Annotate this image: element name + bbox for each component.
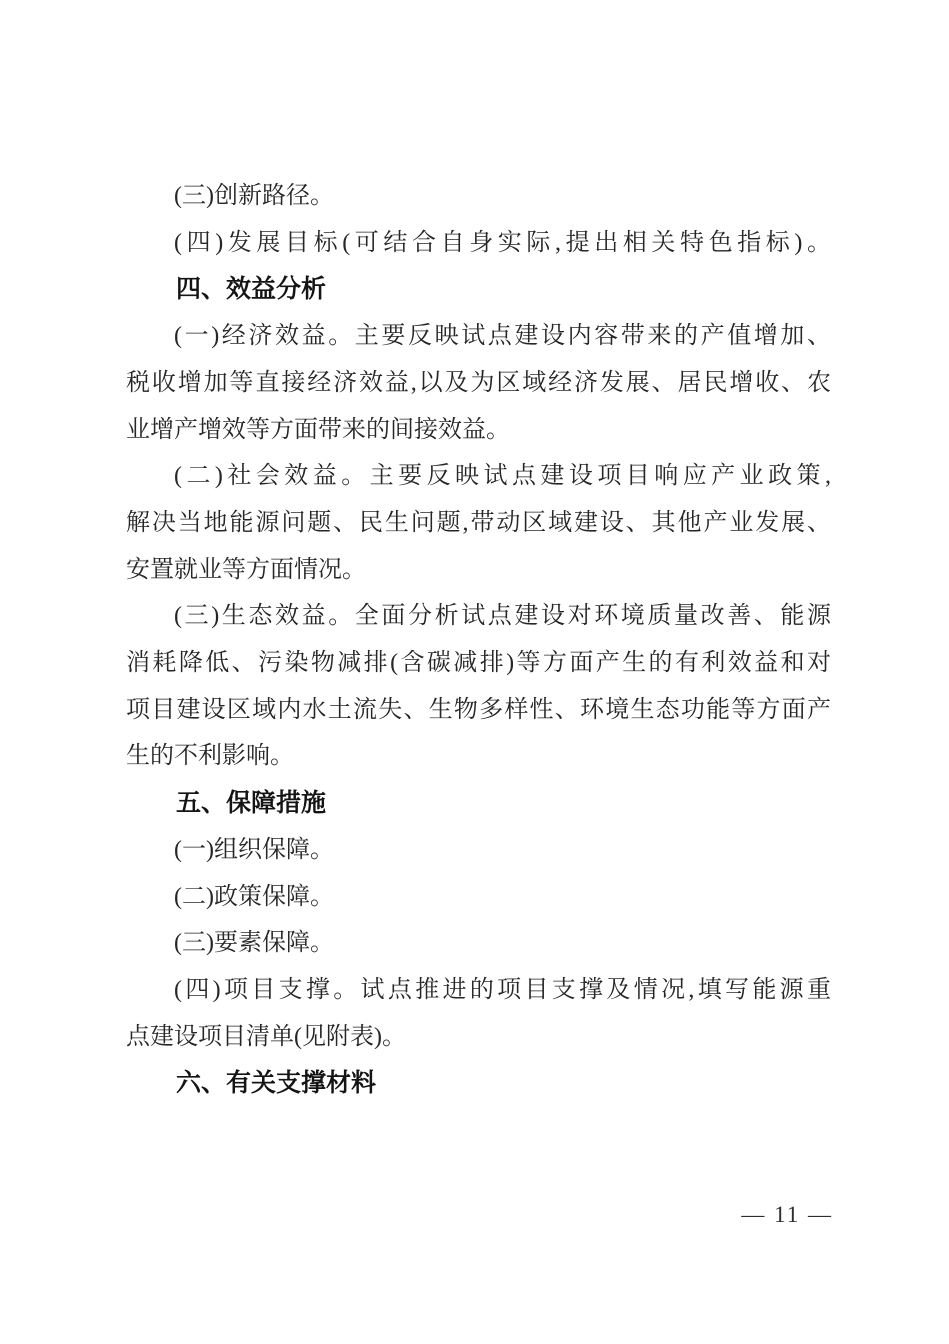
list-item: (一)组织保障。 [174, 836, 334, 863]
list-item: (二)政策保障。 [174, 883, 334, 910]
paragraph-line: (三)生态效益。全面分析试点建设对环境质量改善、能源 [174, 603, 831, 630]
section-heading: 五、保障措施 [176, 789, 327, 818]
paragraph-line: 税收增加等直接经济效益,以及为区域经济发展、居民增收、农 [126, 369, 831, 396]
list-item: (四)发展目标(可结合自身实际,提出相关特色指标)。 [174, 229, 831, 256]
paragraph-line: 业增产增效等方面带来的间接效益。 [126, 416, 510, 443]
paragraph-line: (四)项目支撑。试点推进的项目支撑及情况,填写能源重 [174, 976, 831, 1003]
document-body [126, 173, 831, 1107]
section-heading: 四、效益分析 [176, 275, 327, 304]
paragraph-line: (二)社会效益。主要反映试点建设项目响应产业政策, [174, 463, 831, 490]
paragraph-line: 生的不利影响。 [126, 743, 294, 770]
paragraph-line: 项目建设区域内水土流失、生物多样性、环境生态功能等方面产 [126, 696, 831, 723]
list-item: (三)要素保障。 [174, 930, 334, 957]
paragraph-line: 消耗降低、污染物减排(含碳减排)等方面产生的有利效益和对 [126, 650, 831, 677]
page-number: — 11 — [741, 1202, 833, 1227]
section-heading: 六、有关支撑材料 [176, 1069, 377, 1098]
paragraph-line: 安置就业等方面情况。 [126, 556, 366, 583]
list-item: (三)创新路径。 [174, 183, 334, 209]
paragraph-line: 解决当地能源问题、民生问题,带动区域建设、其他产业发展、 [126, 509, 831, 536]
paragraph-line: 点建设项目清单(见附表)。 [126, 1023, 406, 1050]
paragraph-line: (一)经济效益。主要反映试点建设内容带来的产值增加、 [174, 323, 831, 350]
